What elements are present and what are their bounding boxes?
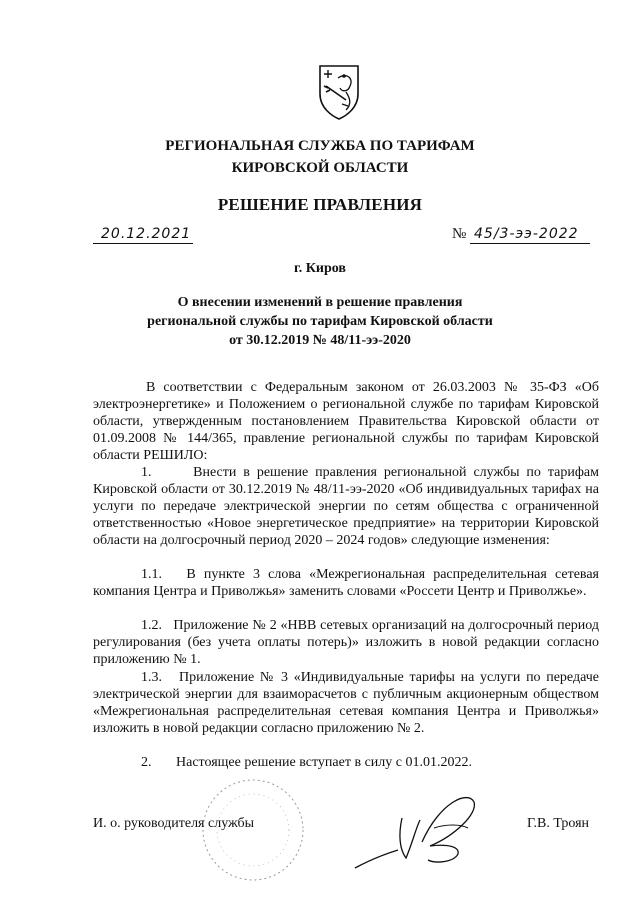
kirov-oblast-coat-of-arms-icon xyxy=(316,64,362,120)
subject-line2: региональной службы по тарифам Кировской области xyxy=(147,314,493,329)
agency-name-line2: КИРОВСКОЙ ОБЛАСТИ xyxy=(231,160,409,176)
document-number: 45/3-ээ-2022 xyxy=(474,226,579,242)
signatory-position: И. о. руководителя службы xyxy=(93,816,255,831)
preamble-paragraph: В соответствии с Федеральным законом от 26.03.2003 № 35-ФЗ «Об электроэнергетике» и Положением о региональной службе по тарифам Кировской области, утвержденным постановлением Правительства Кировской области от 01.09.2008 № 144/365, правление региональной службы по тарифам Кировской области РЕШИЛО: xyxy=(93,380,599,463)
document-date: 20.12.2021 xyxy=(101,226,192,242)
item-1-2: 1.2. Приложение № 2 «НВВ сетевых организаций на долгосрочный период регулирования (без учета оплаты потерь)» изложить в новой редакции согласно приложению № 1. xyxy=(93,618,599,667)
subject-line3: от 30.12.2019 № 48/11-ээ-2020 xyxy=(229,333,411,348)
number-sign: № xyxy=(452,226,467,242)
signatory-name: Г.В. Троян xyxy=(527,816,590,831)
number-underline xyxy=(470,243,590,244)
subject-line1: О внесении изменений в решение правления xyxy=(177,295,463,310)
item-1-1: 1.1. В пункте 3 слова «Межрегиональная распределительная сетевая компания Центра и Приволжья» заменить словами «Россети Центр и Приволжье». xyxy=(93,567,599,599)
item-1-3: 1.3. Приложение № 3 «Индивидуальные тарифы на услуги по передаче электрической энергии для взаиморасчетов с публичным акционерным обществом «Межрегиональная распределительная сетевая компания Центра и Приволжья» изложить в новой редакции согласно приложению № 2. xyxy=(93,670,599,736)
handwritten-signature xyxy=(350,780,490,880)
document-type: РЕШЕНИЕ ПРАВЛЕНИЯ xyxy=(217,195,423,214)
date-underline xyxy=(93,243,193,244)
item-1: 1. Внести в решение правления региональной службы по тарифам Кировской области от 30.12.2019 № 48/11-ээ-2020 «Об индивидуальных тарифах на услуги по передаче электрической энергии по сетям общества с ограниченной ответственностью «Новое энергетическое предприятие» на территории Кировской области на долгосрочный период 2020 – 2024 годов» следующие изменения: xyxy=(93,465,599,548)
item-2: 2. Настоящее решение вступает в силу с 01.01.2022. xyxy=(141,755,472,770)
agency-name-line1: РЕГИОНАЛЬНАЯ СЛУЖБА ПО ТАРИФАМ xyxy=(165,138,475,154)
city: г. Киров xyxy=(294,261,346,276)
